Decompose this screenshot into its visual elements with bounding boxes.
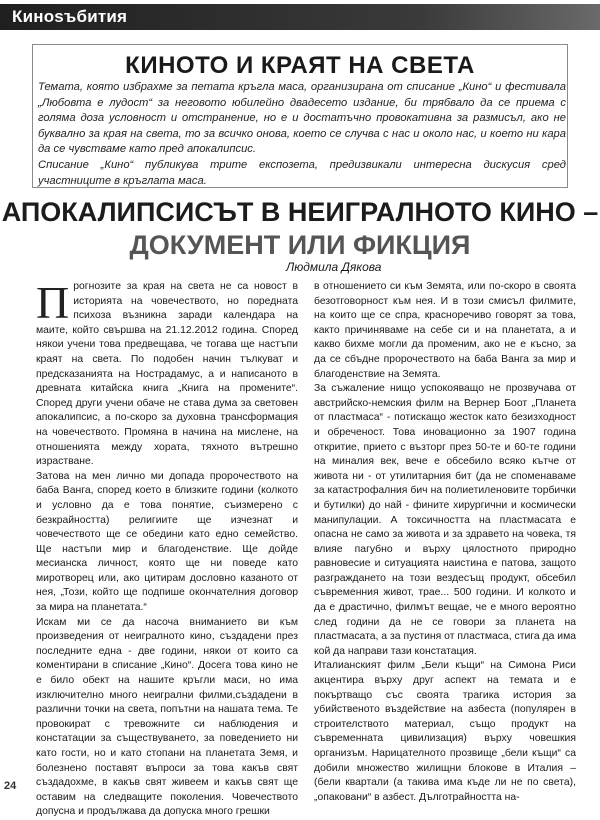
article-paragraph: Искам ми се да насоча вниманието ви към произведения от неигралното кино, създадени през последните една - две години, някои от които са коментирани в списание „Кино“. Досега това кино не е било обект на нашите кръгли маси, но има изключително много неигрални филми,създадени в различни точки на света, попътни на нашата тема. Те провокират с тревожните си наблюдения и констатации за съществуването, за поведението ни като гости, но и като стопани на планетата Земя, и болезнено поставят въпроси за това какъв свят създадохме, в какъв свят живеем и какъв свят ще оставим на следващите поколения. Човечеството допусна и продължава да допуска много грешки <box>36 616 298 818</box>
article-title-line-1: АПОКАЛИПСИСЪТ В НЕИГРАЛНОТО КИНО – <box>1 197 599 227</box>
drop-cap: П <box>36 277 70 328</box>
article-paragraph: Италианският филм „Бели къщи“ на Симона Риси акцентира върху друг аспект на темата и е покъртващо със своята трагика история за убийственото въздействие на азбеста (популярен в строителството материал, също продукт на съвременната цивилизация) върху човешкия организъм. Нарицателното прозвище „бели къщи“ са добили множество жилищни блокове в Италия – (бели квартали (а такива има къде ли не по света), „опаковани“ в азбест. Дълготрайността на- <box>314 660 576 803</box>
article-column-right <box>314 280 576 805</box>
intro-text <box>38 80 566 189</box>
article-author: Людмила Дякова <box>286 260 382 274</box>
article-title <box>0 196 600 262</box>
article-paragraph: в отношението си към Земята, или по-скоро в своята безотговорност към нея. И в този смисъл филмите, на които ще се спра, красноречиво говорят за това, както причиняваме на себе си и на планетата, а и какво бихме могли да променим, ако не е късно, за да се сбъдне пророчеството на баба Ванга за мир и благоденствие на Земята. <box>314 281 576 380</box>
article-paragraph <box>36 277 298 470</box>
article-column-left <box>36 277 298 820</box>
paragraph-text: рогнозите за края на света не са новост в историята на човечеството, но поредната психоза възникна заради календара на маите, който свършва на 21.12.2012 година. Според някои учени това предвещава, че тогава ще настъпи краят на света. По подобен начин тълкуват и предсказанията на Нострадамус, а и написаното в древната китайска книга „Книга на промените“. Според други учени обаче не става дума за световен апокалипсис, а по-скоро за духовна трансформация на човечеството. Промяна в начина на мислене, на отношенията между хората, тяхното вътрешно израстване. <box>36 281 298 468</box>
article-title-line-2: ДОКУМЕНТ ИЛИ ФИКЦИЯ <box>129 230 471 260</box>
section-label: Кинosъбития <box>12 7 128 26</box>
section-header-bar <box>0 4 600 30</box>
article-paragraph: За съжаление нищо успокояващо не прозвучава от австрийско-немския филм на Вернер Боот „Планета от пластмаса“ - потискащо жесток като безизходност и обреченост. Това иновационно за 1907 година откритие, прието с възторг през 50-те и 60-те години на миналия век, вече е обсебило всяко кътче от живота ни - от утилитарния бит (да не споменаваме за катастрофалния бич на полиетиленовите торбички и бутилки) до най - фините хирургични и космически манипулации. А токсичността на пластмасата е опасна не само за живота и за здравето на човека, тя влияе пагубно и върху цялостното природно равновесие и ситуацията наистина е патова, защото разграждането на този вездесъщ продукт, обсебил съвременния живот, трае... 500 години. И колкото и да е драстично, филмът вещае, че е много вероятно след години да не се говори за планета на пластмасата, а за пустиня от пластмаса, стига да има кой да направи тази констатация. <box>314 383 576 657</box>
page-number: 24 <box>4 780 17 792</box>
intro-paragraph: Темата, която избрахме за петата кръгла маса, организирана от списание „Кино“ и фестивала „Любовта е лудост“ за неговото юбилейно двадесето издание, би трябвало да се приема с голяма доза условност и отстранение, но е и достатъчно провокативна за размисъл, ако не буквално за края на света, то за всичко онова, което се случва с нас и около нас, и което ни кара да се чувстваме като пред апокалипсис. <box>38 81 566 156</box>
article-paragraph: Затова на мен лично ми допада пророчеството на баба Ванга, според което в близките години (колкото и условно да е това понятие, съизмерено с безкрайността) религиите ще изчезнат и човечеството ще се обедини като едно семейство. Ще настъпи мир и благоденствие. Ще дойде месианска личност, която ще ни поведе като миротворец или, ако цитирам дословно казаното от нея, „Този, който ще подпише окончателния договор за мира на планетата.“ <box>36 470 298 614</box>
intro-title: КИНОТО И КРАЯТ НА СВЕТА <box>125 52 475 79</box>
intro-paragraph: Списание „Кино“ публикува трите експозета, предизвикали интересна дискусия сред участниците в кръглата маса. <box>38 158 566 187</box>
